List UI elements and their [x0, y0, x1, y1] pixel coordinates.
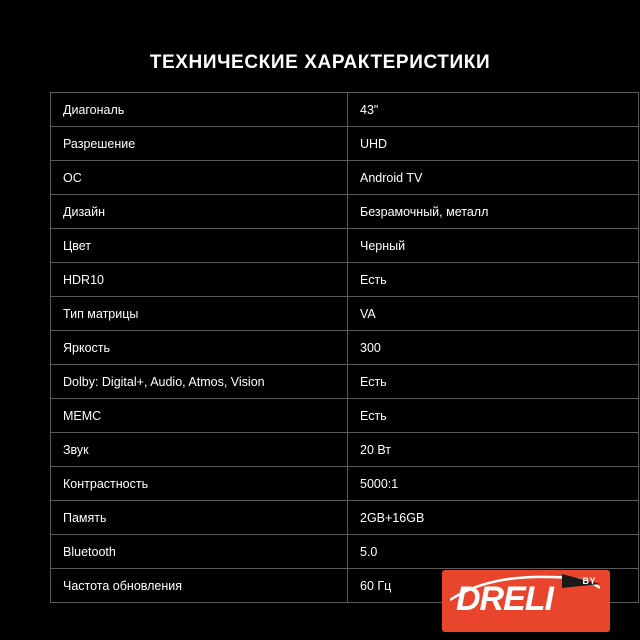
- spec-value: 5.0: [348, 535, 639, 569]
- brand-logo: [442, 570, 610, 632]
- spec-param: Цвет: [51, 229, 348, 263]
- table-row: [51, 127, 639, 161]
- spec-value: 43": [348, 93, 639, 127]
- table-row: [51, 467, 639, 501]
- table-row: [51, 161, 639, 195]
- spec-value: Android TV: [348, 161, 639, 195]
- table-row: [51, 229, 639, 263]
- spec-value: Безрамочный, металл: [348, 195, 639, 229]
- spec-value: UHD: [348, 127, 639, 161]
- table-row: [51, 93, 639, 127]
- spec-param: Диагональ: [51, 93, 348, 127]
- spec-value: 300: [348, 331, 639, 365]
- table-row: [51, 331, 639, 365]
- spec-value: Есть: [348, 399, 639, 433]
- table-row: [51, 501, 639, 535]
- spec-value: 2GB+16GB: [348, 501, 639, 535]
- spec-param: Яркость: [51, 331, 348, 365]
- page-title: ТЕХНИЧЕСКИЕ ХАРАКТЕРИСТИКИ: [149, 52, 491, 73]
- spec-param: ОС: [51, 161, 348, 195]
- spec-value: Есть: [348, 263, 639, 297]
- spec-param: Частота обновления: [51, 569, 348, 603]
- spec-param: HDR10: [51, 263, 348, 297]
- table-row: [51, 365, 639, 399]
- table-row: [51, 195, 639, 229]
- table-row: [51, 433, 639, 467]
- spec-param: Dolby: Digital+, Audio, Atmos, Vision: [51, 365, 348, 399]
- spec-param: Память: [51, 501, 348, 535]
- spec-param: Bluetooth: [51, 535, 348, 569]
- table-row: [51, 263, 639, 297]
- spec-value: 60 Гц: [348, 569, 639, 603]
- spec-param: Тип матрицы: [51, 297, 348, 331]
- logo-wordmark: DRELI: [456, 580, 553, 618]
- spec-value: 20 Вт: [348, 433, 639, 467]
- table-row: [51, 399, 639, 433]
- spec-value: 5000:1: [348, 467, 639, 501]
- spec-value: VA: [348, 297, 639, 331]
- table-row: [51, 297, 639, 331]
- spec-value: Черный: [348, 229, 639, 263]
- spec-param: Разрешение: [51, 127, 348, 161]
- logo-inner: [442, 570, 610, 632]
- logo-tagline: BY: [582, 576, 596, 586]
- spec-table-body: [51, 93, 639, 603]
- table-row: [51, 535, 639, 569]
- spec-param: Звук: [51, 433, 348, 467]
- spec-param: Контрастность: [51, 467, 348, 501]
- spec-param: Дизайн: [51, 195, 348, 229]
- spec-param: MEMC: [51, 399, 348, 433]
- spec-value: Есть: [348, 365, 639, 399]
- specifications-table: [50, 92, 639, 603]
